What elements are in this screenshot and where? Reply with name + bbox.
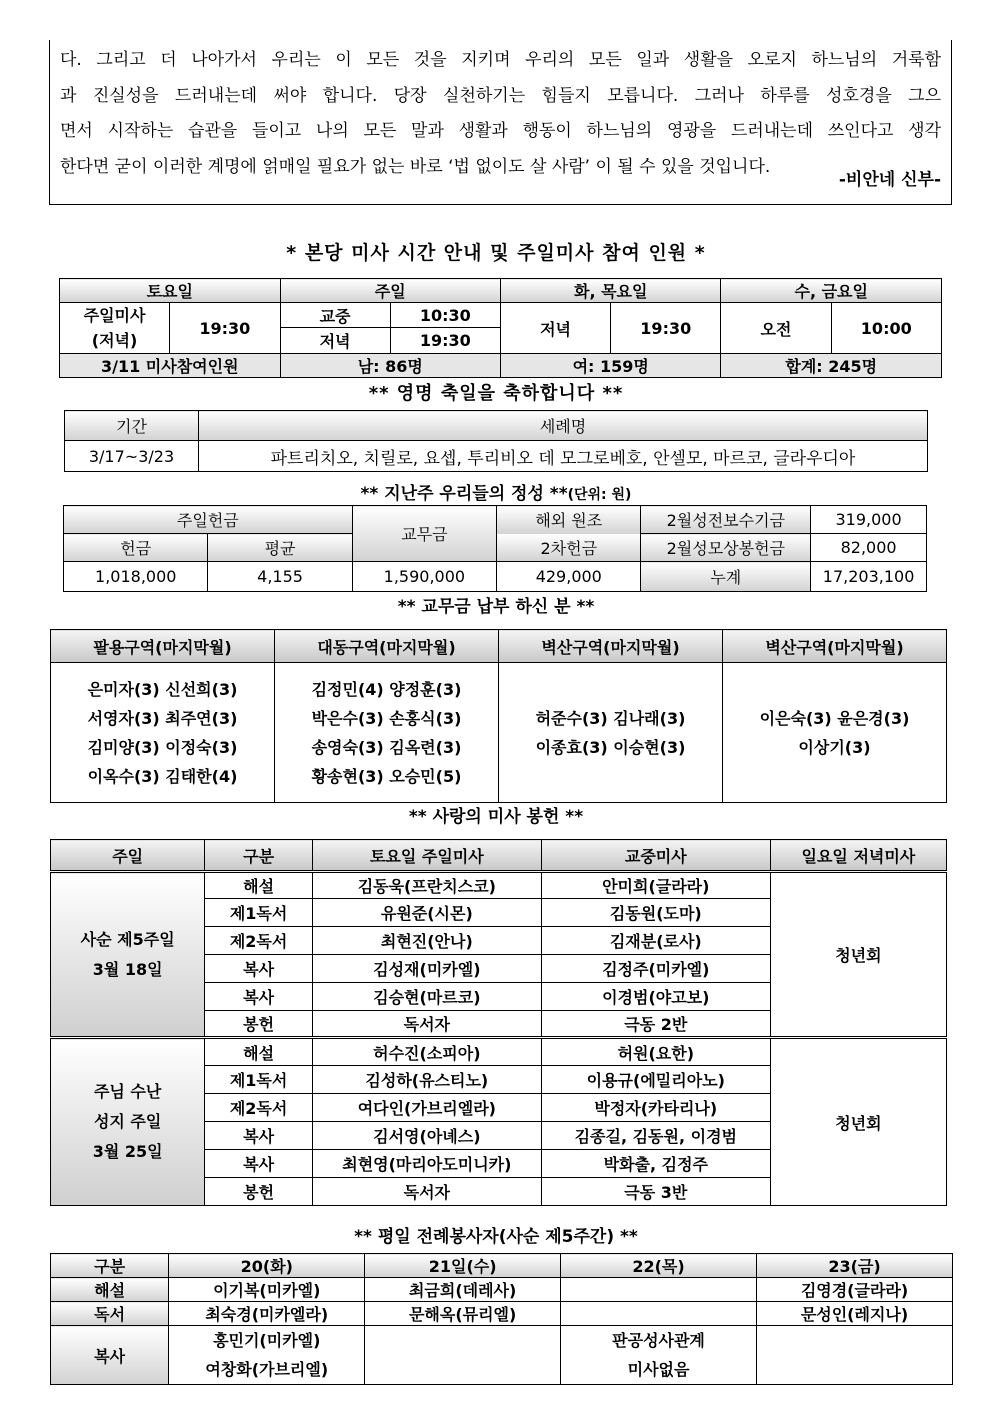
wed-fri-label: 오전 — [721, 303, 831, 354]
nameday-period: 3/17~3/23 — [65, 441, 199, 472]
wd-tue: 최숙경(미카엘라) — [169, 1302, 365, 1326]
wd-role: 해설 — [51, 1278, 169, 1302]
intro-line: 면서 시작하는 습관을 들이고 나의 모든 말과 생활과 행동이 하느님의 영광을 드러내는데 쓰인다고 생각 — [60, 121, 941, 141]
lm-role: 해설 — [205, 1038, 313, 1066]
lm-main-person: 이경범(야고보) — [541, 983, 770, 1011]
love-mass-table — [50, 839, 947, 1206]
wd-role: 독서 — [51, 1302, 169, 1326]
nameday-header-period: 기간 — [65, 411, 199, 441]
offering-dues: 1,590,000 — [352, 562, 496, 592]
dues-col-byeoksan2: 이은숙(3) 윤은경(3) 이상기(3) — [723, 663, 947, 803]
mass-times-table — [59, 278, 942, 378]
lm-sat-person: 독서자 — [312, 1178, 541, 1206]
lm-role: 봉헌 — [205, 1178, 313, 1206]
lm-sat-person: 김승현(마르코) — [312, 983, 541, 1011]
nameday-names: 파트리치오, 치릴로, 요셉, 투리비오 데 모그로베호, 안셀모, 마르코, 글라우디아 — [199, 441, 928, 472]
wed-fri-time: 10:00 — [831, 303, 941, 354]
lm-header-evening: 일요일 저녁미사 — [770, 840, 946, 872]
offering-row2-label: 2월성모상봉헌금 — [641, 534, 811, 562]
lm-sat-person: 최현진(안나) — [312, 927, 541, 955]
attendance-total: 합계: 245명 — [721, 354, 942, 378]
wd-header-thu: 22(목) — [561, 1254, 757, 1278]
lm-sat-person: 김성재(미카엘) — [312, 955, 541, 983]
dues-header-daedong: 대동구역(마지막월) — [275, 630, 499, 663]
lm-week1-evening: 청년회 — [770, 872, 946, 1038]
lm-role: 제1독서 — [205, 1066, 313, 1094]
lm-sat-person: 독서자 — [312, 1011, 541, 1038]
offering-row3-label: 누계 — [641, 562, 811, 592]
offering-header-sunday: 주일헌금 — [64, 506, 353, 534]
lm-role: 봉헌 — [205, 1011, 313, 1038]
offering-header-dues: 교무금 — [352, 506, 496, 562]
weekday-title: ** 평일 전례봉사자(사순 제5주간) ** — [354, 1227, 638, 1247]
wd-server-tue: 홍민기(미카엘) 여창화(가브리엘) — [169, 1326, 365, 1385]
wd-fri: 문성인(레지나) — [757, 1302, 953, 1326]
lm-role: 제1독서 — [205, 899, 313, 927]
intro-box — [49, 40, 952, 205]
lm-role: 복사 — [205, 983, 313, 1011]
lm-main-person: 김동원(도마) — [541, 899, 770, 927]
lm-sat-person: 김서영(아녜스) — [312, 1122, 541, 1150]
lm-role: 복사 — [205, 1122, 313, 1150]
love-mass-title: ** 사랑의 미사 봉헌 ** — [408, 807, 584, 827]
attendance-women: 여: 159명 — [501, 354, 721, 378]
nameday-header-names: 세례명 — [199, 411, 928, 441]
tue-thu-label: 저녁 — [501, 303, 611, 354]
sun-main-time: 10:30 — [390, 303, 500, 328]
intro-line: 한다면 굳이 이러한 계명에 얽매일 필요가 없는 바로 ‘법 없이도 살 사람’ 이 될 수 있을 것입니다. — [60, 156, 771, 177]
lm-sat-person: 허수진(소피아) — [312, 1038, 541, 1066]
lm-header-week: 주일 — [51, 840, 205, 872]
lm-main-person: 김정주(미카엘) — [541, 955, 770, 983]
offering-unit: (단위: 원) — [567, 487, 632, 503]
dues-table — [50, 629, 947, 803]
signature: -비안네 신부- — [838, 170, 941, 190]
dues-header-byeoksan2: 벽산구역(마지막월) — [723, 630, 947, 663]
lm-sat-person: 유원준(시몬) — [312, 899, 541, 927]
wd-server-wed — [365, 1326, 561, 1385]
offering-cash: 1,018,000 — [64, 562, 208, 592]
attendance-label: 3/11 미사참여인원 — [60, 354, 281, 378]
wd-thu — [561, 1302, 757, 1326]
wd-header-wed: 21일(수) — [365, 1254, 561, 1278]
wd-wed: 문해옥(뮤리엘) — [365, 1302, 561, 1326]
dues-title: ** 교무금 납부 하신 분 ** — [397, 597, 595, 617]
lm-sat-person: 김성하(유스티노) — [312, 1066, 541, 1094]
nameday-title: ** 영명 축일을 축하합니다 ** — [368, 383, 624, 404]
lm-week2-evening: 청년회 — [770, 1038, 946, 1206]
dues-col-daedong: 김정민(4) 양정훈(3) 박은수(3) 손홍식(3) 송영숙(3) 김옥련(3) 황송현(3) 오승민(5) — [275, 663, 499, 803]
lm-sat-person: 최현영(마리아도미니카) — [312, 1150, 541, 1178]
dues-col-byeoksan1: 허준수(3) 김나래(3) 이종효(3) 이승현(3) — [499, 663, 723, 803]
wd-wed: 최금희(데레사) — [365, 1278, 561, 1302]
lm-header-role: 구분 — [205, 840, 313, 872]
lm-role: 복사 — [205, 955, 313, 983]
tue-thu-time: 19:30 — [611, 303, 721, 354]
offering-header-aid: 해외 원조 — [497, 506, 641, 534]
wd-fri: 김영경(글라라) — [757, 1278, 953, 1302]
offering-title: ** 지난주 우리들의 정성 **(단위: 원) — [360, 484, 632, 504]
header-wed-fri: 수, 금요일 — [721, 279, 942, 303]
offering-row3-value: 17,203,100 — [811, 562, 927, 592]
wd-server-role: 복사 — [51, 1326, 169, 1385]
lm-sat-person: 김동욱(프란치스코) — [312, 872, 541, 899]
lm-main-person: 박정자(카타리나) — [541, 1094, 770, 1122]
offering-avg: 4,155 — [208, 562, 352, 592]
lm-week2-label: 주님 수난 성지 주일 3월 25일 — [51, 1038, 205, 1206]
sat-mass-time: 19:30 — [170, 303, 280, 354]
offering-table — [63, 505, 927, 592]
dues-col-palyong: 은미자(3) 신선희(3) 서영자(3) 최주연(3) 김미양(3) 이정숙(3) 이옥수(3) 김태한(4) — [51, 663, 275, 803]
offering-row1-value: 319,000 — [811, 506, 927, 534]
attendance-men: 남: 86명 — [280, 354, 500, 378]
lm-week1-label: 사순 제5주일 3월 18일 — [51, 872, 205, 1038]
weekday-table — [50, 1253, 953, 1385]
offering-row2-value: 82,000 — [811, 534, 927, 562]
lm-header-main: 교중미사 — [541, 840, 770, 872]
lm-main-person: 박화출, 김정주 — [541, 1150, 770, 1178]
mass-times-title: * 본당 미사 시간 안내 및 주일미사 참여 인원 * — [286, 242, 706, 264]
lm-main-person: 안미희(글라라) — [541, 872, 770, 899]
sun-main-label: 교중 — [280, 303, 390, 328]
lm-header-sat: 토요일 주일미사 — [312, 840, 541, 872]
lm-role: 제2독서 — [205, 927, 313, 955]
lm-main-person: 김재분(로사) — [541, 927, 770, 955]
lm-main-person: 극동 3반 — [541, 1178, 770, 1206]
offering-header-cash: 헌금 — [64, 534, 208, 562]
nameday-table — [64, 410, 928, 472]
dues-header-byeoksan1: 벽산구역(마지막월) — [499, 630, 723, 663]
header-tue-thu: 화, 목요일 — [501, 279, 721, 303]
offering-header-avg: 평균 — [208, 534, 352, 562]
lm-role: 제2독서 — [205, 1094, 313, 1122]
sun-evening-label: 저녁 — [280, 328, 390, 354]
lm-main-person: 김종길, 김동원, 이경범 — [541, 1122, 770, 1150]
intro-line: 다. 그리고 더 나아가서 우리는 이 모든 것을 지키며 우리의 모든 일과 생활을 오로지 하느님의 거룩함 — [60, 50, 941, 70]
sun-evening-time: 19:30 — [390, 328, 500, 354]
wd-thu — [561, 1278, 757, 1302]
wd-header-tue: 20(화) — [169, 1254, 365, 1278]
header-saturday: 토요일 — [60, 279, 281, 303]
wd-server-thu: 판공성사관계 미사없음 — [561, 1326, 757, 1385]
wd-header-role: 구분 — [51, 1254, 169, 1278]
lm-main-person: 이용규(에밀리아노) — [541, 1066, 770, 1094]
lm-main-person: 허원(요한) — [541, 1038, 770, 1066]
wd-tue: 이기복(미카엘) — [169, 1278, 365, 1302]
lm-sat-person: 여다인(가브리엘라) — [312, 1094, 541, 1122]
sat-mass-label: 주일미사 (저녁) — [60, 303, 170, 354]
offering-header-aid2: 2차헌금 — [497, 534, 641, 562]
wd-server-fri — [757, 1326, 953, 1385]
intro-line: 과 진실성을 드러내는데 써야 합니다. 당장 실천하기는 힘들지 모릅니다. 그러나 하루를 성호경을 그으 — [60, 85, 941, 106]
offering-row1-label: 2월성전보수기금 — [641, 506, 811, 534]
dues-header-palyong: 팔용구역(마지막월) — [51, 630, 275, 663]
lm-role: 해설 — [205, 872, 313, 899]
lm-main-person: 극동 2반 — [541, 1011, 770, 1038]
header-sunday: 주일 — [280, 279, 500, 303]
offering-aid: 429,000 — [497, 562, 641, 592]
lm-role: 복사 — [205, 1150, 313, 1178]
wd-header-fri: 23(금) — [757, 1254, 953, 1278]
